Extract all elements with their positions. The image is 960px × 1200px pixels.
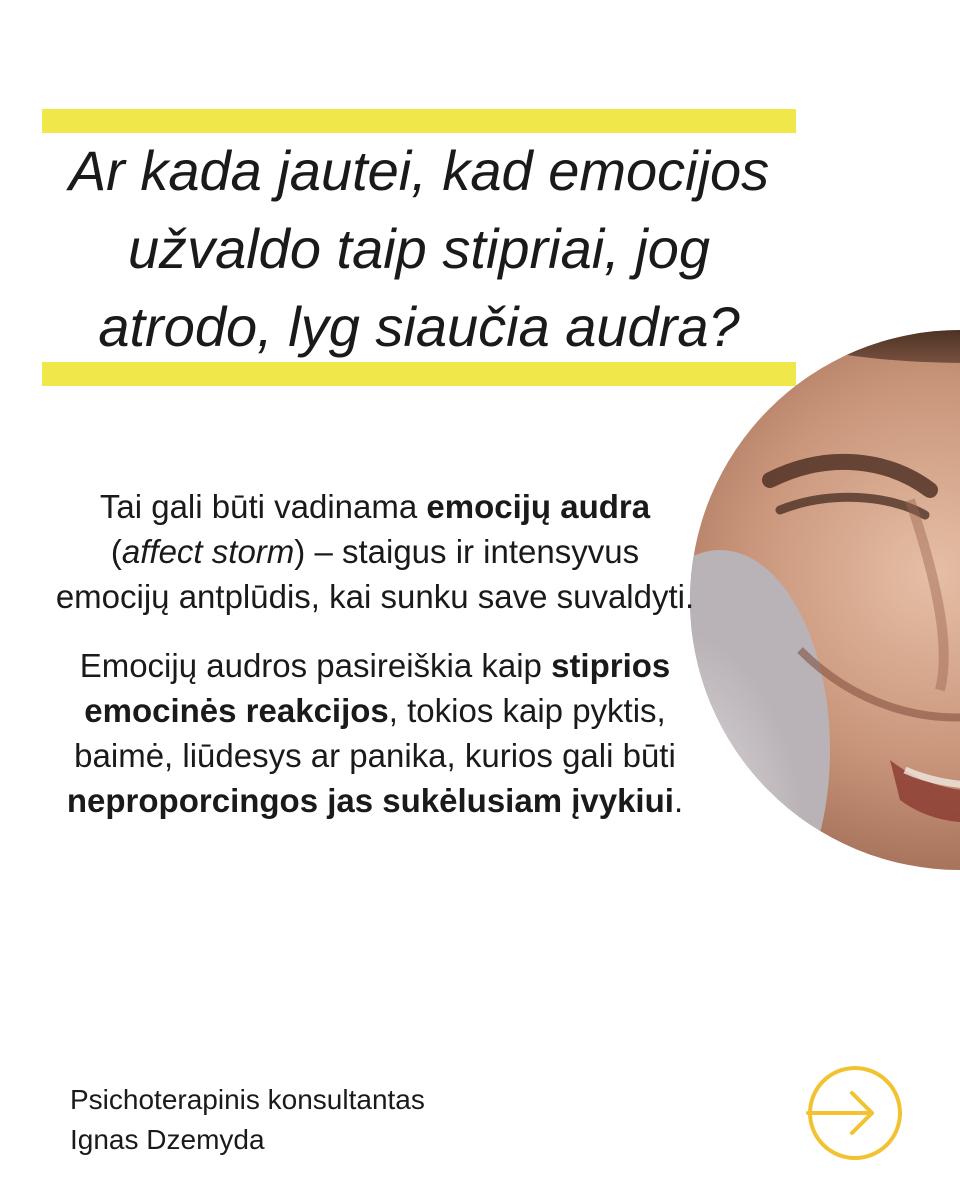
paragraph-2-text-2: , tokios kaip pyktis, baimė, liūdesys ar panika, kurios gali būti [74, 692, 676, 774]
paragraph-2-text-1: Emocijų audros pasireiškia kaip [79, 647, 552, 684]
author-signature [70, 1080, 425, 1160]
arrow-right-circle-icon [806, 1064, 904, 1162]
next-slide-button[interactable] [806, 1064, 904, 1162]
headline [42, 132, 796, 366]
headline-line-3: atrodo, lyg siaučia audra? [98, 295, 740, 358]
paragraph-2-text-3: . [673, 782, 684, 819]
author-role: Psichoterapinis konsultantas [70, 1084, 425, 1115]
paragraph-1-text-2: ( [110, 533, 122, 570]
headline-line-2: užvaldo taip stipriai, jog [127, 217, 711, 280]
paragraph-definition [50, 484, 700, 619]
headline-line-1: Ar kada jautei, kad emocijos [68, 139, 770, 202]
face-photo [690, 330, 960, 870]
paragraph-2-bold-2: neproporcingos jas sukėlusiam įvykiui [66, 782, 674, 819]
paragraph-1-text-1: Tai gali būti vadinama [99, 488, 427, 525]
paragraph-1-text-3: ) – staigus ir intensyvus emocijų antplūdis, kai sunku save suvaldyti. [55, 533, 695, 615]
paragraph-1-italic-term: affect storm [121, 533, 295, 570]
author-name: Ignas Dzemyda [70, 1124, 265, 1155]
body-text [50, 484, 700, 823]
paragraph-description [50, 643, 700, 823]
paragraph-1-bold-term: emocijų audra [426, 488, 651, 525]
headline-highlight-bar-top [42, 109, 796, 133]
paragraph-2-bold-1: stiprios emocinės reakcijos [84, 647, 671, 729]
